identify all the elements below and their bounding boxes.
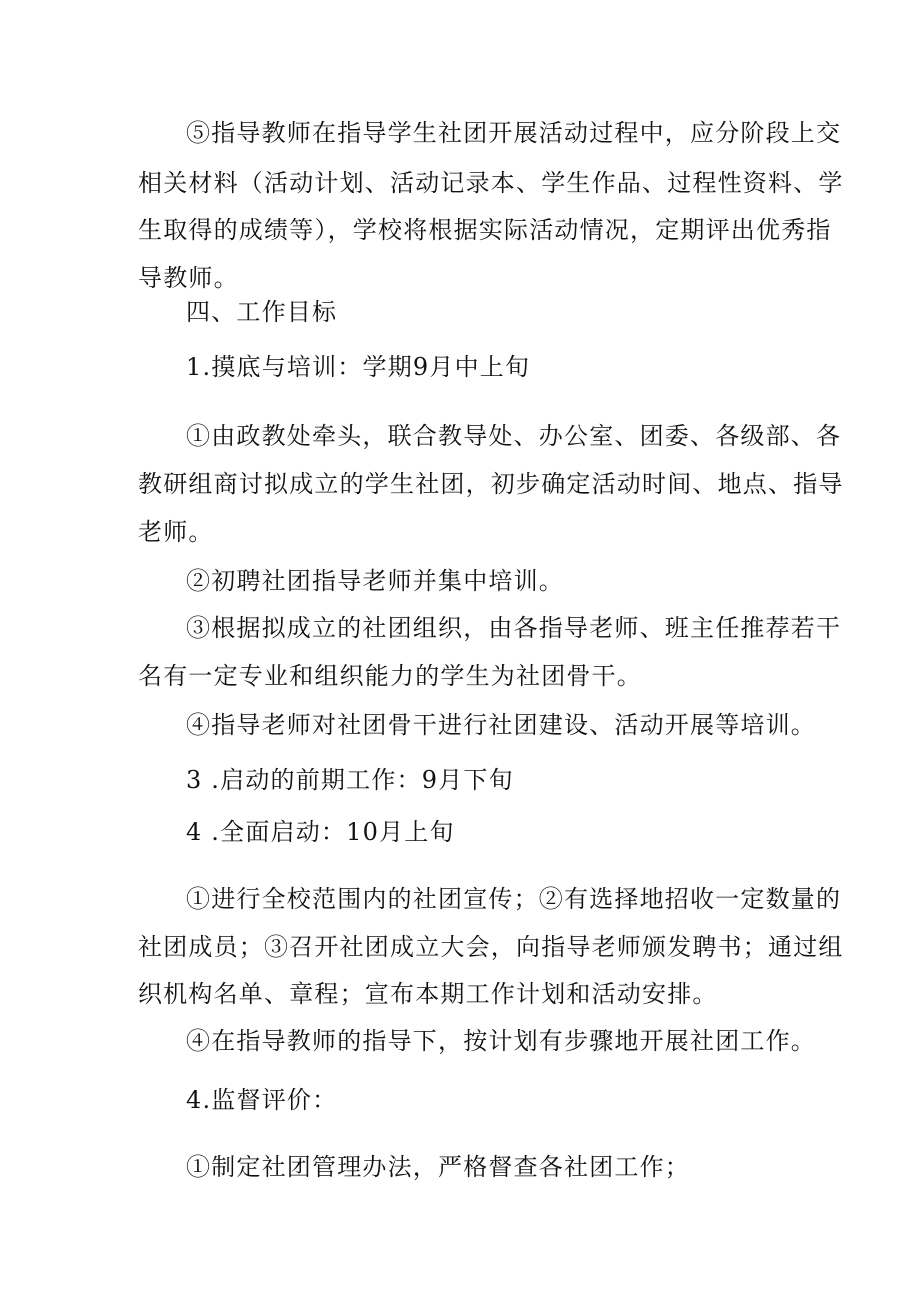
paragraph-line: 老师。 — [138, 518, 214, 546]
paragraph-line: ①制定社团管理办法，严格督查各社团工作； — [186, 1153, 690, 1181]
subsection-heading: 3 .启动的前期工作：9月下旬 — [186, 766, 514, 794]
subsection-heading: 1.摸底与培训：学期9月中上旬 — [186, 353, 531, 381]
paragraph-line: ①进行全校范围内的社团宣传；②有选择地招收一定数量的 — [186, 885, 842, 913]
paragraph-line: 社团成员；③召开社团成立大会，向指导老师颁发聘书；通过组 — [138, 933, 844, 961]
paragraph-line: 生取得的成绩等），学校将根据实际活动情况，定期评出优秀指 — [138, 216, 832, 244]
paragraph-line: 导教师。 — [138, 264, 239, 292]
paragraph-line: 名有一定专业和组织能力的学生为社团骨干。 — [138, 662, 642, 690]
subsection-heading: 4 .全面启动：10月上旬 — [186, 818, 455, 846]
paragraph-line: 织机构名单、章程；宣布本期工作计划和活动安排。 — [138, 980, 718, 1008]
paragraph-line: 相关材料（活动计划、活动记录本、学生作品、过程性资料、学 — [138, 169, 844, 197]
paragraph-line: ⑤指导教师在指导学生社团开展活动过程中，应分阶段上交 — [186, 119, 842, 147]
paragraph-line: ①由政教处牵头，联合教导处、办公室、团委、各级部、各 — [186, 422, 842, 450]
paragraph-line: ④在指导教师的指导下，按计划有步骤地开展社团工作。 — [186, 1027, 816, 1055]
paragraph-line: ④指导老师对社团骨干进行社团建设、活动开展等培训。 — [186, 711, 816, 739]
paragraph-line: ③根据拟成立的社团组织，由各指导老师、班主任推荐若干 — [186, 614, 842, 642]
subsection-heading: 4.监督评价： — [186, 1086, 338, 1114]
paragraph-line: ②初聘社团指导老师并集中培训。 — [186, 567, 564, 595]
paragraph-line: 教研组商讨拟成立的学生社团，初步确定活动时间、地点、指导 — [138, 470, 844, 498]
section-heading: 四、工作目标 — [186, 298, 338, 326]
